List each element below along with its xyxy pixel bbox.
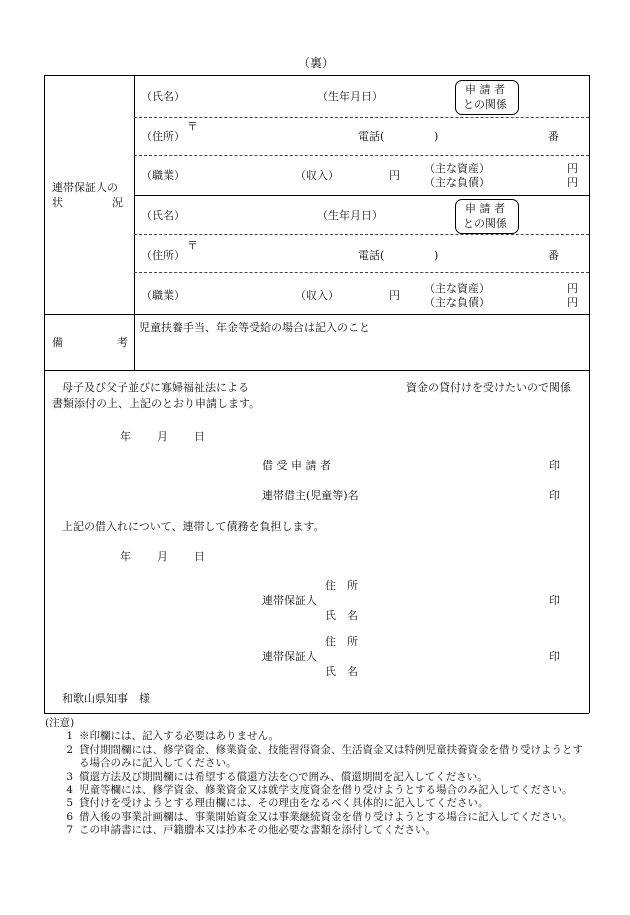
note-item — [45, 824, 590, 837]
debts-yen-2: 円 — [567, 296, 578, 309]
note-item — [45, 811, 590, 824]
name-label: （氏名） — [141, 90, 185, 103]
relation-label-2-2: との関係 — [463, 217, 507, 230]
income-label: （収入） — [295, 169, 339, 182]
address-label: （住所） — [141, 130, 185, 143]
guarantor1-address: 住 所 — [325, 579, 358, 592]
guarantor-section-label-a: 状 — [52, 196, 63, 209]
notes-section — [45, 717, 590, 838]
note-item — [45, 771, 590, 784]
guarantor2-label: 連帯保証人 — [262, 650, 317, 663]
note-number: 5 — [66, 797, 73, 810]
remarks-text: 児童扶養手当、年金等受給の場合は記入のこと — [139, 321, 370, 334]
number-label: 番 — [548, 130, 559, 143]
income-label-2: （収入） — [295, 289, 339, 302]
birthdate-label: （生年月日） — [317, 90, 383, 103]
borrower-label: 借 受 申 請 者 — [262, 459, 331, 472]
job-label-2: （職業） — [141, 289, 185, 302]
guarantor1-name: 氏 名 — [325, 609, 358, 622]
remarks-label-b: 考 — [117, 336, 128, 349]
postal-mark-2: 〒 — [187, 239, 198, 252]
note-item — [45, 784, 590, 797]
income-yen: 円 — [389, 169, 400, 182]
remarks-label-a: 備 — [52, 336, 63, 349]
date-day-2: 日 — [194, 550, 205, 563]
income-yen-2: 円 — [389, 289, 400, 302]
phone-label-2: 電話( — [358, 249, 385, 262]
borrower-seal: 印 — [549, 459, 560, 472]
note-item — [45, 730, 590, 743]
guarantor1-label: 連帯保証人 — [262, 594, 317, 607]
note-item — [45, 797, 590, 810]
page-heading: （裏） — [298, 56, 335, 70]
guarantor2-name: 氏 名 — [325, 665, 358, 678]
note-text: ※印欄には、記入する必要はありません。 — [79, 730, 280, 743]
relation-label-1-2: 申 請 者 — [465, 202, 505, 215]
guarantor-section-label-b: 況 — [112, 196, 123, 209]
guarantor-section-label: 連帯保証人の — [52, 181, 118, 194]
application-line2: 書類添付の上、上記のとおり申請します。 — [52, 397, 261, 410]
notes-title: (注意) — [45, 717, 75, 729]
assets-yen: 円 — [567, 162, 578, 175]
note-text: 貸付期間欄には、修学資金、修業資金、技能習得資金、生活資金又は特例児童扶養資金を借り受けようとする場合のみに記入してください。 — [79, 743, 583, 770]
birthdate-label-2: （生年月日） — [317, 209, 383, 222]
note-number: 3 — [66, 770, 73, 783]
guarantor2-seal: 印 — [549, 650, 560, 663]
debts-yen: 円 — [567, 176, 578, 189]
assets-yen-2: 円 — [567, 282, 578, 295]
co-borrower-seal: 印 — [549, 489, 560, 502]
note-text: 償還方法及び期間欄には希望する償還方法を○で囲み、償還期間を記入してください。 — [79, 770, 488, 783]
name-label-2: （氏名） — [141, 209, 185, 222]
address-label-2: （住所） — [141, 249, 185, 262]
job-label: （職業） — [141, 169, 185, 182]
phone-close: ) — [434, 130, 439, 143]
assets-label-2: （主な資産） — [424, 282, 490, 295]
date-day: 日 — [194, 430, 205, 443]
note-number: 2 — [66, 743, 73, 756]
postal-mark: 〒 — [187, 120, 198, 133]
date-month: 月 — [157, 430, 168, 443]
application-line1a: 母子及び父子並びに寡婦福祉法による — [62, 381, 249, 394]
guarantor1-seal: 印 — [549, 594, 560, 607]
number-label-2: 番 — [548, 249, 559, 262]
note-number: 1 — [66, 730, 73, 743]
note-number: 6 — [66, 810, 73, 823]
addressee: 和歌山県知事 様 — [62, 692, 150, 705]
note-text: 借入後の事業計画欄は、事業開始資金又は事業継続資金を借り受けようとする場合に記入してください。 — [79, 810, 573, 823]
phone-label: 電話( — [358, 130, 385, 143]
note-text: 児童等欄には、修学資金、修業資金又は就学支度資金を借り受けようとする場合のみ記入してください。 — [79, 784, 573, 797]
phone-close-2: ) — [434, 249, 439, 262]
application-line1b: 資金の貸付けを受けたいので関係 — [406, 381, 571, 394]
relation-label-2: との関係 — [463, 98, 507, 111]
assets-label: （主な資産） — [424, 162, 490, 175]
guarantor2-address: 住 所 — [325, 635, 358, 648]
guarantee-statement: 上記の借入れについて、連帯して債務を負担します。 — [62, 520, 325, 533]
date-year: 年 — [120, 430, 131, 443]
date-month-2: 月 — [157, 550, 168, 563]
notes-list — [45, 730, 590, 837]
note-number: 4 — [66, 784, 73, 797]
co-borrower-label: 連帯借主(児童等)名 — [262, 489, 359, 502]
relation-label-1: 申 請 者 — [465, 83, 505, 96]
note-text: 貸付けを受けようとする理由欄には、その理由をなるべく具体的に記入してください。 — [79, 797, 489, 810]
note-text: この申請書には、戸籍謄本又は抄本その他必要な書類を添付してください。 — [79, 824, 436, 837]
debts-label: （主な負債） — [424, 176, 490, 189]
debts-label-2: （主な負債） — [424, 296, 490, 309]
date-year-2: 年 — [120, 550, 131, 563]
note-number: 7 — [66, 824, 73, 837]
note-item — [45, 744, 590, 771]
